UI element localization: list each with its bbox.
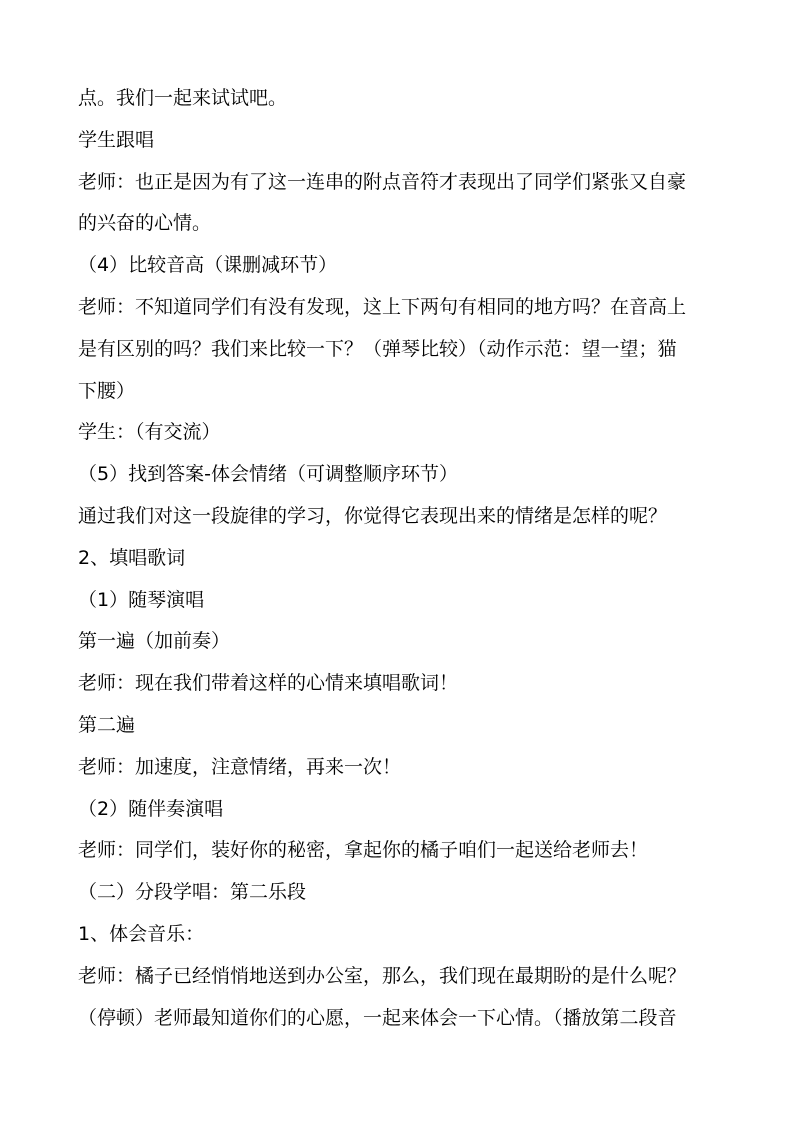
text-line-16: 第二遍	[78, 713, 136, 736]
text-line-4: 的兴奋的心情。	[78, 212, 212, 235]
text-line-2: 学生跟唱	[78, 128, 155, 151]
text-line-1: 点。我们一起来试试吧。	[78, 87, 288, 109]
text-line-14: 第一遍（加前奏）	[78, 630, 231, 653]
text-line-10: （5）找到答案-体会情绪（可调整顺序环节）	[78, 463, 458, 486]
text-line-8: 下腰）	[78, 379, 136, 402]
text-line-19: 老师：同学们，装好你的秘密，拿起你的橘子咱们一起送给老师去！	[78, 839, 649, 862]
text-line-23: （停顿）老师最知道你们的心愿，一起来体会一下心情。（播放第二段音	[78, 1006, 677, 1029]
text-line-9: 学生：（有交流）	[78, 421, 221, 444]
text-line-20: （二）分段学唱：第二乐段	[78, 881, 307, 904]
text-line-15: 老师：现在我们带着这样的心情来填唱歌词！	[78, 672, 459, 695]
text-line-17: 老师：加速度，注意情绪，再来一次！	[78, 755, 402, 778]
text-line-5: （4）比较音高（课删减环节）	[78, 254, 338, 277]
text-line-3: 老师：也正是因为有了这一连串的附点音符才表现出了同学们紧张又自豪	[78, 170, 687, 193]
text-line-7: 是有区别的吗？我们来比较一下？（弹琴比较）（动作示范：望一望；猫	[78, 337, 677, 360]
text-line-22: 老师：橘子已经悄悄地送到办公室，那么，我们现在最期盼的是什么呢？	[78, 964, 687, 987]
text-line-11: 通过我们对这一段旋律的学习，你觉得它表现出来的情绪是怎样的呢？	[78, 504, 668, 527]
text-line-18: （2）随伴奏演唱	[78, 797, 224, 820]
text-line-21: 1、体会音乐：	[78, 922, 205, 945]
text-line-12: 2、填唱歌词	[78, 546, 186, 569]
text-line-13: （1）随琴演唱	[78, 588, 205, 611]
text-line-6: 老师：不知道同学们有没有发现，这上下两句有相同的地方吗？在音高上	[78, 295, 687, 318]
document-body	[78, 78, 718, 1039]
